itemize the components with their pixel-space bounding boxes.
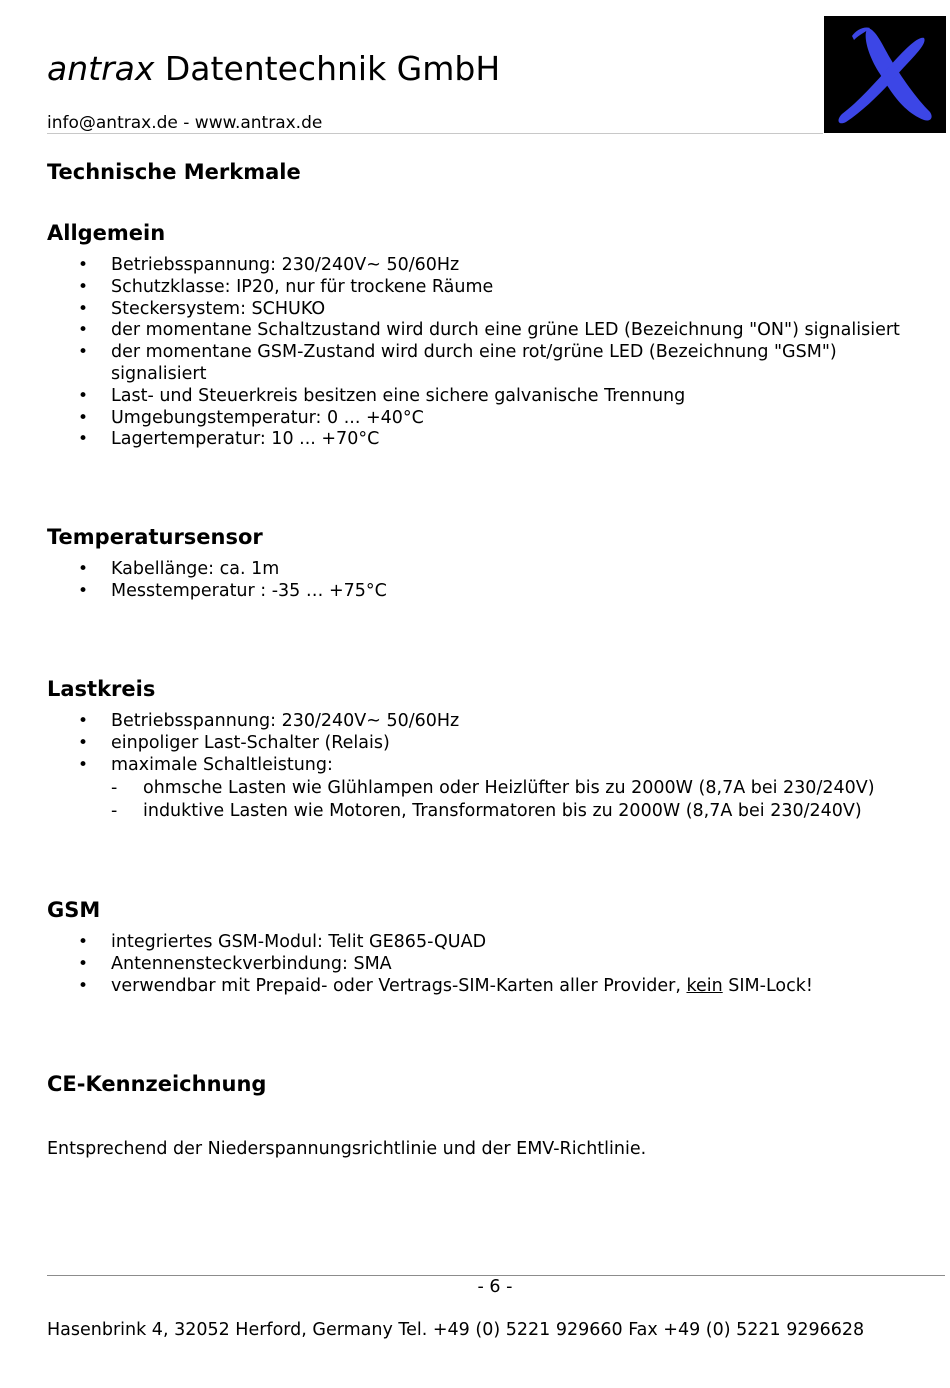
page-number: - 6 - xyxy=(477,1277,513,1297)
sub-list-item: - ohmsche Lasten wie Glühlampen oder Heizlüfter bis zu 2000W (8,7A bei 230/240V) xyxy=(0,777,945,800)
section-heading-lastkreis: Lastkreis xyxy=(47,677,156,701)
emphasis-underlined: kein xyxy=(686,975,723,996)
header-divider xyxy=(47,133,823,134)
footer-address: Hasenbrink 4, 32052 Herford, Germany Tel. +49 (0) 5221 929660 Fax +49 (0) 5221 9296628 xyxy=(47,1320,865,1340)
list-item: • Steckersystem: SCHUKO xyxy=(0,299,940,321)
list-item: • Betriebsspannung: 230/240V~ 50/60Hz xyxy=(0,255,940,277)
list-temperatursensor xyxy=(0,559,940,603)
list-item: • Antennensteckverbindung: SMA xyxy=(0,954,940,976)
sublist-lastkreis xyxy=(0,777,945,823)
section-heading-allgemein: Allgemein xyxy=(47,221,166,245)
section-heading-gsm: GSM xyxy=(47,898,101,922)
list-item: • der momentane Schaltzustand wird durch eine grüne LED (Bezeichnung "ON") signalisiert xyxy=(0,320,940,342)
section-heading-temperatursensor: Temperatursensor xyxy=(47,525,263,549)
list-item: • Last- und Steuerkreis besitzen eine sichere galvanische Trennung xyxy=(0,386,940,408)
contact-line: info@antrax.de - www.antrax.de xyxy=(47,113,323,133)
list-allgemein xyxy=(0,255,940,451)
list-item: • Lagertemperatur: 10 ... +70°C xyxy=(0,429,940,451)
list-item-text: SIM-Lock! xyxy=(722,975,813,996)
list-item: • einpoliger Last-Schalter (Relais) xyxy=(0,733,940,755)
company-name xyxy=(47,46,500,92)
company-name-italic: antrax xyxy=(47,49,155,88)
list-item: • Betriebsspannung: 230/240V~ 50/60Hz xyxy=(0,711,940,733)
list-item: • integriertes GSM-Modul: Telit GE865-QUAD xyxy=(0,932,940,954)
list-item: • der momentane GSM-Zustand wird durch eine rot/grüne LED (Bezeichnung "GSM") signalisiert xyxy=(0,342,871,386)
list-item: • Schutzklasse: IP20, nur für trockene Räume xyxy=(0,277,940,299)
list-lastkreis xyxy=(0,711,940,776)
ce-text: Entsprechend der Niederspannungsrichtlinie und der EMV-Richtlinie. xyxy=(47,1139,647,1159)
x-logo-icon xyxy=(824,16,946,133)
list-gsm xyxy=(0,932,940,997)
list-item: • maximale Schaltleistung: xyxy=(0,755,940,777)
list-item: • Umgebungstemperatur: 0 ... +40°C xyxy=(0,408,940,430)
list-item xyxy=(0,976,940,998)
section-heading-ce: CE-Kennzeichnung xyxy=(47,1072,267,1096)
list-item: • Kabellänge: ca. 1m xyxy=(0,559,940,581)
list-item-text: verwendbar mit Prepaid- oder Vertrags-SIM-Karten aller Provider, xyxy=(111,975,687,996)
company-name-rest: Datentechnik GmbH xyxy=(154,49,501,88)
page-title: Technische Merkmale xyxy=(47,160,301,184)
list-item: • Messtemperatur : -35 … +75°C xyxy=(0,581,940,603)
sub-list-item: - induktive Lasten wie Motoren, Transformatoren bis zu 2000W (8,7A bei 230/240V) xyxy=(0,800,945,823)
